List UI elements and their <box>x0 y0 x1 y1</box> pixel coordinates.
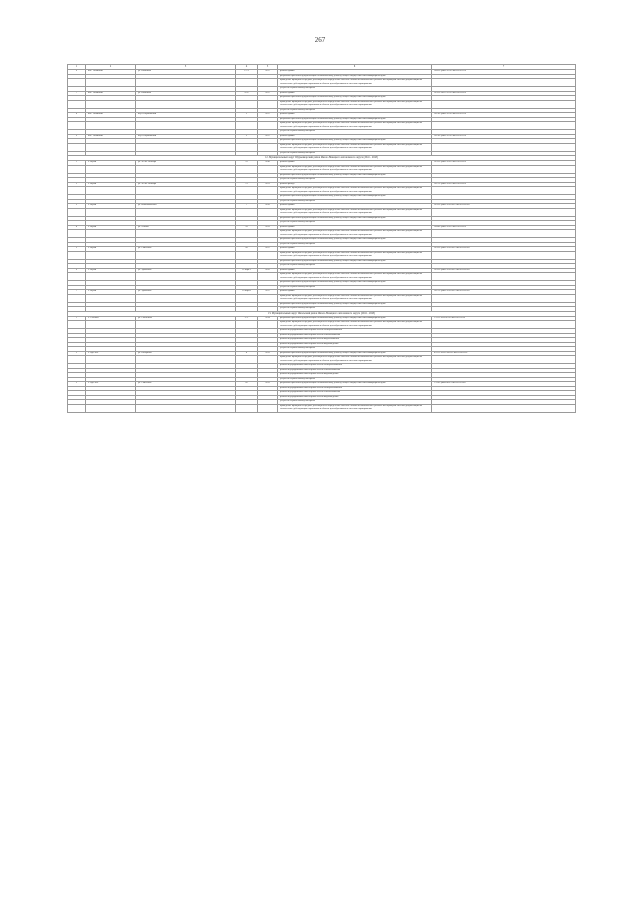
empty-cell <box>432 230 576 238</box>
work-type-cell: ремонт крыши <box>278 91 432 96</box>
year-cell: 2014 <box>258 316 278 321</box>
building-code-cell: П-1-1-Сумм-С-ПВ-ПП-СЖБ-0-0-0-0-0-0 <box>432 290 576 295</box>
work-type-cell: услуги по строительному контролю <box>278 242 432 247</box>
empty-cell <box>432 356 576 364</box>
work-type-cell: услуги по строительному контролю <box>278 400 432 405</box>
house-cell: 16 Б <box>236 91 258 96</box>
work-type-cell: разработка проектной документации на капитальному ремонту общего имущества в многоквартирном доме <box>278 238 432 243</box>
settlement-cell: пос. Тазовский <box>86 134 136 139</box>
empty-cell <box>68 208 86 216</box>
column-number: 1 <box>68 65 86 70</box>
work-type-cell: ремонт внутридомовых инженерных систем теплоснабжения <box>278 391 432 396</box>
work-type-cell: разработка проектной документации на капитальному ремонту общего имущества в многоквартирном доме <box>278 281 432 286</box>
table-row <box>68 79 576 87</box>
empty-cell <box>136 404 236 412</box>
section-title: 12. Муниципальный округ Шурышкарский район Ямало-Ненецкого автономного округа (2041 - 2043) <box>68 156 576 161</box>
empty-cell <box>86 294 136 302</box>
work-type-cell: разработка проектной документации на капитальному ремонту общего имущества в многоквартирном доме <box>278 302 432 307</box>
table-row <box>68 321 576 329</box>
empty-cell <box>236 356 258 364</box>
empty-cell <box>86 79 136 87</box>
empty-cell <box>68 79 86 87</box>
table-row <box>68 122 576 130</box>
street-cell: ул. Калинина <box>136 70 236 75</box>
column-number: 6 <box>278 65 432 70</box>
empty-cell <box>236 100 258 108</box>
entry-number: 4 <box>68 225 86 230</box>
work-type-cell: разработка проектной документации на капитальному ремонту общего имущества в многоквартирном доме <box>278 195 432 200</box>
work-type-cell: проведение проверки на предмет достоверности определения сметной стоимости капитального ремонта или проверки сметной документации на соответствие действующим нормативам в области ценообразования в сметном нормировании <box>278 251 432 259</box>
empty-cell <box>86 230 136 238</box>
building-code-cell: П-1-6-Сумм-С-ПП-СЖБ-0-0-0-0-0-0 <box>432 134 576 139</box>
street-cell: ул. Советская <box>136 247 236 252</box>
work-type-cell: проведение проверки на предмет достоверности определения сметной стоимости капитального ремонта или проверки сметной документации на соответствие действующим нормативам в области ценообразования в сметном нормировании <box>278 273 432 281</box>
year-cell: 2017 <box>258 290 278 295</box>
table-row <box>68 187 576 195</box>
table-row <box>68 230 576 238</box>
empty-cell <box>86 100 136 108</box>
empty-cell <box>236 122 258 130</box>
street-cell: ул. 50 лет Октября <box>136 182 236 187</box>
empty-cell <box>86 321 136 329</box>
house-cell: 13 корп.2 <box>236 290 258 295</box>
empty-cell <box>236 404 258 412</box>
house-cell: 19 <box>236 161 258 166</box>
house-cell: 82 <box>236 382 258 387</box>
table-row <box>68 251 576 259</box>
work-type-cell: проведение проверки на предмет достоверности определения сметной стоимости капитального ремонта или проверки сметной документации на соответствие действующим нормативам в области ценообразования в сметном нормировании <box>278 79 432 87</box>
street-cell: ул. Калинина <box>136 91 236 96</box>
work-type-cell: разработка проектной документации на капитальному ремонту общего имущества в многоквартирном доме <box>278 96 432 101</box>
empty-cell <box>258 79 278 87</box>
work-type-cell: ремонт крыши <box>278 247 432 252</box>
house-cell: 3 <box>236 134 258 139</box>
empty-cell <box>136 143 236 151</box>
work-type-cell: проведение проверки на предмет достоверности определения сметной стоимости капитального ремонта или проверки сметной документации на соответствие действующим нормативам в области ценообразования в сметном нормировании <box>278 356 432 364</box>
entry-number: 6 <box>68 268 86 273</box>
work-type-cell: проведение проверки на предмет достоверности определения сметной стоимости капитального ремонта или проверки сметной документации на соответствие действующим нормативам в области ценообразования в сметном нормировании <box>278 187 432 195</box>
work-type-cell: проведение проверки на предмет достоверности определения сметной стоимости капитального ремонта или проверки сметной документации на соответствие действующим нормативам в области ценообразования в сметном нормировании <box>278 230 432 238</box>
work-type-cell: услуги по строительному контролю <box>278 151 432 156</box>
settlement-cell: с. Мужи <box>86 247 136 252</box>
empty-cell <box>432 404 576 412</box>
empty-cell <box>136 100 236 108</box>
street-cell: ул. Солнечная <box>136 316 236 321</box>
work-type-cell: разработка проектной документации на капитальному ремонту общего имущества в многоквартирном доме <box>278 139 432 144</box>
empty-cell <box>86 404 136 412</box>
work-type-cell: разработка проектной документации на капитальному ремонту общего имущества в многоквартирном доме <box>278 74 432 79</box>
house-cell: 43 <box>236 247 258 252</box>
empty-cell <box>432 208 576 216</box>
empty-cell <box>86 187 136 195</box>
entry-number: 2 <box>68 182 86 187</box>
empty-cell <box>432 122 576 130</box>
empty-cell <box>258 230 278 238</box>
settlement-cell: с. Яр-Сале <box>86 382 136 387</box>
year-cell: 2019 <box>258 204 278 209</box>
column-number: 7 <box>432 65 576 70</box>
empty-cell <box>432 79 576 87</box>
page-number: 267 <box>314 36 326 44</box>
work-type-cell: услуги по строительному контролю <box>278 221 432 226</box>
settlement-cell: с. Мужи <box>86 290 136 295</box>
street-cell: пер. Пограничный <box>136 134 236 139</box>
empty-cell <box>258 356 278 364</box>
column-number: 5 <box>258 65 278 70</box>
work-type-cell: разработка проектной документации на капитальному ремонту общего имущества в многоквартирном доме <box>278 316 432 321</box>
work-type-cell: разработка проектной документации на капитальному ремонту общего имущества в многоквартирном доме <box>278 117 432 122</box>
building-code-cell: П-3-2-Сгч-с-С-ПП-СЖБ-0-0-0-0-0-0 <box>432 91 576 96</box>
street-cell: ул. Советская <box>136 382 236 387</box>
building-code-cell: С-3-4-Сумм-ПБ-Н-СЖБ-0-0-0-0-0-0 <box>432 382 576 387</box>
entry-number: 6 <box>68 70 86 75</box>
empty-cell <box>258 143 278 151</box>
empty-cell <box>258 208 278 216</box>
work-type-cell: ремонт крыши <box>278 268 432 273</box>
work-type-cell: проведение проверки на предмет достоверности определения сметной стоимости капитального ремонта или проверки сметной документации на соответствие действующим нормативам в области ценообразования в сметном нормировании <box>278 100 432 108</box>
work-type-cell: ремонт крыши <box>278 290 432 295</box>
table-row <box>68 100 576 108</box>
empty-cell <box>136 321 236 329</box>
empty-cell <box>68 122 86 130</box>
empty-cell <box>86 165 136 173</box>
table-row <box>68 165 576 173</box>
column-number: 3 <box>136 65 236 70</box>
empty-cell <box>86 273 136 281</box>
building-code-cell: П-4-4-Сумм-С-ПВ-СЖБ-0-0-0-0-0-0 <box>432 225 576 230</box>
year-cell: 2010 <box>258 161 278 166</box>
work-type-cell: ремонт крыши <box>278 70 432 75</box>
building-code-cell: С-3-3-Сбет-ПБ-Н-СЖБ-0-0-0-0-0-0 <box>432 316 576 321</box>
year-cell: 2011 <box>258 182 278 187</box>
work-type-cell: проведение проверки на предмет достоверности определения сметной стоимости капитального ремонта или проверки сметной документации на соответствие действующим нормативам в области ценообразования в сметном нормировании <box>278 165 432 173</box>
empty-cell <box>86 208 136 216</box>
empty-cell <box>432 321 576 329</box>
work-type-cell: ремонт крыши <box>278 204 432 209</box>
building-code-cell: П-5-5-Сумм-С-ПВ-ПП-СЖБ-0-0-0-0-0-0 <box>432 268 576 273</box>
empty-cell <box>68 356 86 364</box>
empty-cell <box>68 143 86 151</box>
street-cell: ул. Ленина <box>136 225 236 230</box>
empty-cell <box>136 79 236 87</box>
entry-number: 7 <box>68 290 86 295</box>
empty-cell <box>258 404 278 412</box>
empty-cell <box>68 187 86 195</box>
work-type-cell: ремонт внутридомовых инженерных систем водоотведения <box>278 342 432 347</box>
work-type-cell: ремонт внутридомовых инженерных систем электроснабжения <box>278 329 432 334</box>
empty-cell <box>136 187 236 195</box>
settlement-cell: с. Салемал <box>86 316 136 321</box>
work-type-cell: проведение проверки на предмет достоверности определения сметной стоимости капитального ремонта или проверки сметной документации на соответствие действующим нормативам в области ценообразования в сметном нормировании <box>278 404 432 412</box>
work-type-cell: разработка проектной документации на капитальному ремонту общего имущества в многоквартирном доме <box>278 351 432 356</box>
year-cell: 2013 <box>258 225 278 230</box>
house-cell: 15 А <box>236 70 258 75</box>
empty-cell <box>136 208 236 216</box>
work-type-cell: ремонт крыши <box>278 134 432 139</box>
work-type-cell: проведение проверки на предмет достоверности определения сметной стоимости капитального ремонта или проверки сметной документации на соответствие действующим нормативам в области ценообразования в сметном нормировании <box>278 143 432 151</box>
building-code-cell: П-5-5-Сумм-С-ПВ-СЖБ-0-0-0-0-0-0 <box>432 161 576 166</box>
entry-number: 3 <box>68 204 86 209</box>
work-type-cell: услуги по строительному контролю <box>278 87 432 92</box>
year-cell: 2013 <box>258 351 278 356</box>
empty-cell <box>68 294 86 302</box>
empty-cell <box>68 100 86 108</box>
capital-repair-table <box>67 64 576 413</box>
empty-cell <box>136 230 236 238</box>
empty-cell <box>258 187 278 195</box>
entry-number: 1 <box>68 161 86 166</box>
street-cell: ул. Уральская <box>136 290 236 295</box>
street-cell: ул. Комсомольская <box>136 204 236 209</box>
year-cell: 2017 <box>258 70 278 75</box>
year-cell: 2013 <box>258 382 278 387</box>
work-type-cell: проведение проверки на предмет достоверности определения сметной стоимости капитального ремонта или проверки сметной документации на соответствие действующим нормативам в области ценообразования в сметном нормировании <box>278 321 432 329</box>
empty-cell <box>236 208 258 216</box>
empty-cell <box>258 321 278 329</box>
year-cell: 2017 <box>258 247 278 252</box>
empty-cell <box>236 165 258 173</box>
empty-cell <box>236 143 258 151</box>
table-row <box>68 273 576 281</box>
empty-cell <box>68 273 86 281</box>
entry-number: 9 <box>68 134 86 139</box>
entry-number: 3 <box>68 382 86 387</box>
work-type-cell: разработка проектной документации на капитальному ремонту общего имущества в многоквартирном доме <box>278 173 432 178</box>
empty-cell <box>258 273 278 281</box>
empty-cell <box>136 294 236 302</box>
street-cell: ул. Полярный <box>136 351 236 356</box>
building-code-cell: К-3-3-Сбет-П-ПБ-Н-СЖБ-0-0-0-0-0-0 <box>432 351 576 356</box>
work-type-cell: ремонт внутридомовых инженерных систем водоотведения <box>278 373 432 378</box>
empty-cell <box>68 251 86 259</box>
house-cell: 2 <box>236 113 258 118</box>
empty-cell <box>258 251 278 259</box>
work-type-cell: проведение проверки на предмет достоверности определения сметной стоимости капитального ремонта или проверки сметной документации на соответствие действующим нормативам в области ценообразования в сметном нормировании <box>278 294 432 302</box>
empty-cell <box>432 100 576 108</box>
empty-cell <box>136 165 236 173</box>
empty-cell <box>236 251 258 259</box>
empty-cell <box>258 122 278 130</box>
empty-cell <box>68 321 86 329</box>
work-type-cell: ремонт внутридомовых инженерных систем теплоснабжения <box>278 368 432 373</box>
section-title: 13. Муниципальный округ Ямальский район Ямало-Ненецкого автономного округа (2041 - 2043) <box>68 311 576 316</box>
year-cell: 2017 <box>258 134 278 139</box>
house-cell: 3 А <box>236 316 258 321</box>
work-type-cell: разработка проектной документации на капитальному ремонту общего имущества в многоквартирном доме <box>278 259 432 264</box>
building-code-cell: П-5-5-Сумм-С-ПВ-ПП-СЖБ-0-0-0-0-0-0 <box>432 247 576 252</box>
work-type-cell: услуги по строительному контролю <box>278 264 432 269</box>
empty-cell <box>236 79 258 87</box>
column-number: 4 <box>236 65 258 70</box>
empty-cell <box>258 100 278 108</box>
settlement-cell: с. Мужи <box>86 268 136 273</box>
work-type-cell: услуги по строительному контролю <box>278 347 432 352</box>
empty-cell <box>86 356 136 364</box>
empty-cell <box>236 321 258 329</box>
work-type-cell: ремонт внутридомовых инженерных систем водоотведения <box>278 395 432 400</box>
work-type-cell: ремонт крыши <box>278 161 432 166</box>
house-cell: 21 <box>236 182 258 187</box>
building-code-cell: П-4-5-Сумм-С-ПП-СЖБ-0-0-0-0-0-0 <box>432 70 576 75</box>
house-cell: 11 корп.1 <box>236 268 258 273</box>
settlement-cell: с. Мужи <box>86 161 136 166</box>
street-cell: ул. 50 лет Октября <box>136 161 236 166</box>
empty-cell <box>236 230 258 238</box>
year-cell: 2017 <box>258 91 278 96</box>
empty-cell <box>432 294 576 302</box>
settlement-cell: с. Яр-Сале <box>86 351 136 356</box>
empty-cell <box>86 122 136 130</box>
work-type-cell: услуги по строительному контролю <box>278 199 432 204</box>
house-cell: 18 <box>236 225 258 230</box>
empty-cell <box>236 187 258 195</box>
empty-cell <box>136 251 236 259</box>
entry-number: 1 <box>68 316 86 321</box>
street-cell: ул. Уральская <box>136 268 236 273</box>
work-type-cell: разработка проектной документации на капитальному ремонту общего имущества в многоквартирном доме <box>278 216 432 221</box>
empty-cell <box>68 230 86 238</box>
work-type-cell: ремонт внутридомовых инженерных систем теплоснабжения <box>278 333 432 338</box>
empty-cell <box>68 165 86 173</box>
work-type-cell: ремонт внутридомовых инженерных систем водоснабжения <box>278 338 432 343</box>
empty-cell <box>136 356 236 364</box>
street-cell: пер. Пограничный <box>136 113 236 118</box>
empty-cell <box>236 273 258 281</box>
empty-cell <box>258 165 278 173</box>
table-row <box>68 404 576 412</box>
year-cell: 2017 <box>258 113 278 118</box>
work-type-cell: услуги по строительному контролю <box>278 108 432 113</box>
empty-cell <box>136 273 236 281</box>
entry-number: 7 <box>68 91 86 96</box>
empty-cell <box>432 251 576 259</box>
table-row <box>68 294 576 302</box>
table-row <box>68 143 576 151</box>
empty-cell <box>432 143 576 151</box>
work-type-cell: разработка проектной документации на капитальному ремонту общего имущества в многоквартирном доме <box>278 382 432 387</box>
work-type-cell: услуги по строительному контролю <box>278 285 432 290</box>
building-code-cell: П-5-5-Сумм-С-ПВ-ПП-СЖБ-0-0-0-0-0-0 <box>432 204 576 209</box>
entry-number: 2 <box>68 351 86 356</box>
empty-cell <box>136 122 236 130</box>
year-cell: 2015 <box>258 268 278 273</box>
empty-cell <box>68 404 86 412</box>
settlement-cell: пос. Тазовский <box>86 91 136 96</box>
house-cell: 4 <box>236 351 258 356</box>
entry-number: 8 <box>68 113 86 118</box>
empty-cell <box>86 143 136 151</box>
house-cell: 7 <box>236 204 258 209</box>
entry-number: 5 <box>68 247 86 252</box>
empty-cell <box>432 273 576 281</box>
table-row <box>68 208 576 216</box>
building-code-cell: П-1-6-Сумм-С-ПП-СЖБ-0-0-0-0-0-0 <box>432 113 576 118</box>
settlement-cell: с. Мужи <box>86 225 136 230</box>
work-type-cell: услуги по строительному контролю <box>278 307 432 312</box>
settlement-cell: с. Мужи <box>86 204 136 209</box>
settlement-cell: пос. Тазовский <box>86 70 136 75</box>
column-number: 2 <box>86 65 136 70</box>
empty-cell <box>432 165 576 173</box>
empty-cell <box>258 294 278 302</box>
work-type-cell: ремонт внутридомовых инженерных систем электроснабжения <box>278 364 432 369</box>
building-code-cell: П-1-1-Сумм-С-ПВ-СЖБ-0-0-0-0-0-0 <box>432 182 576 187</box>
empty-cell <box>86 251 136 259</box>
work-type-cell: ремонт фасада <box>278 182 432 187</box>
work-type-cell: услуги по строительному контролю <box>278 178 432 183</box>
work-type-cell: услуги по строительному контролю <box>278 130 432 135</box>
empty-cell <box>432 187 576 195</box>
empty-cell <box>236 294 258 302</box>
work-type-cell: проведение проверки на предмет достоверности определения сметной стоимости капитального ремонта или проверки сметной документации на соответствие действующим нормативам в области ценообразования в сметном нормировании <box>278 122 432 130</box>
table-row <box>68 356 576 364</box>
work-type-cell: услуги по строительному контролю <box>278 377 432 382</box>
work-type-cell: проведение проверки на предмет достоверности определения сметной стоимости капитального ремонта или проверки сметной документации на соответствие действующим нормативам в области ценообразования в сметном нормировании <box>278 208 432 216</box>
work-type-cell: ремонт крыши <box>278 225 432 230</box>
work-type-cell: ремонт внутридомовых инженерных систем электроснабжения <box>278 386 432 391</box>
settlement-cell: пос. Тазовский <box>86 113 136 118</box>
work-type-cell: ремонт крыши <box>278 113 432 118</box>
settlement-cell: с. Мужи <box>86 182 136 187</box>
table-body <box>68 65 576 413</box>
